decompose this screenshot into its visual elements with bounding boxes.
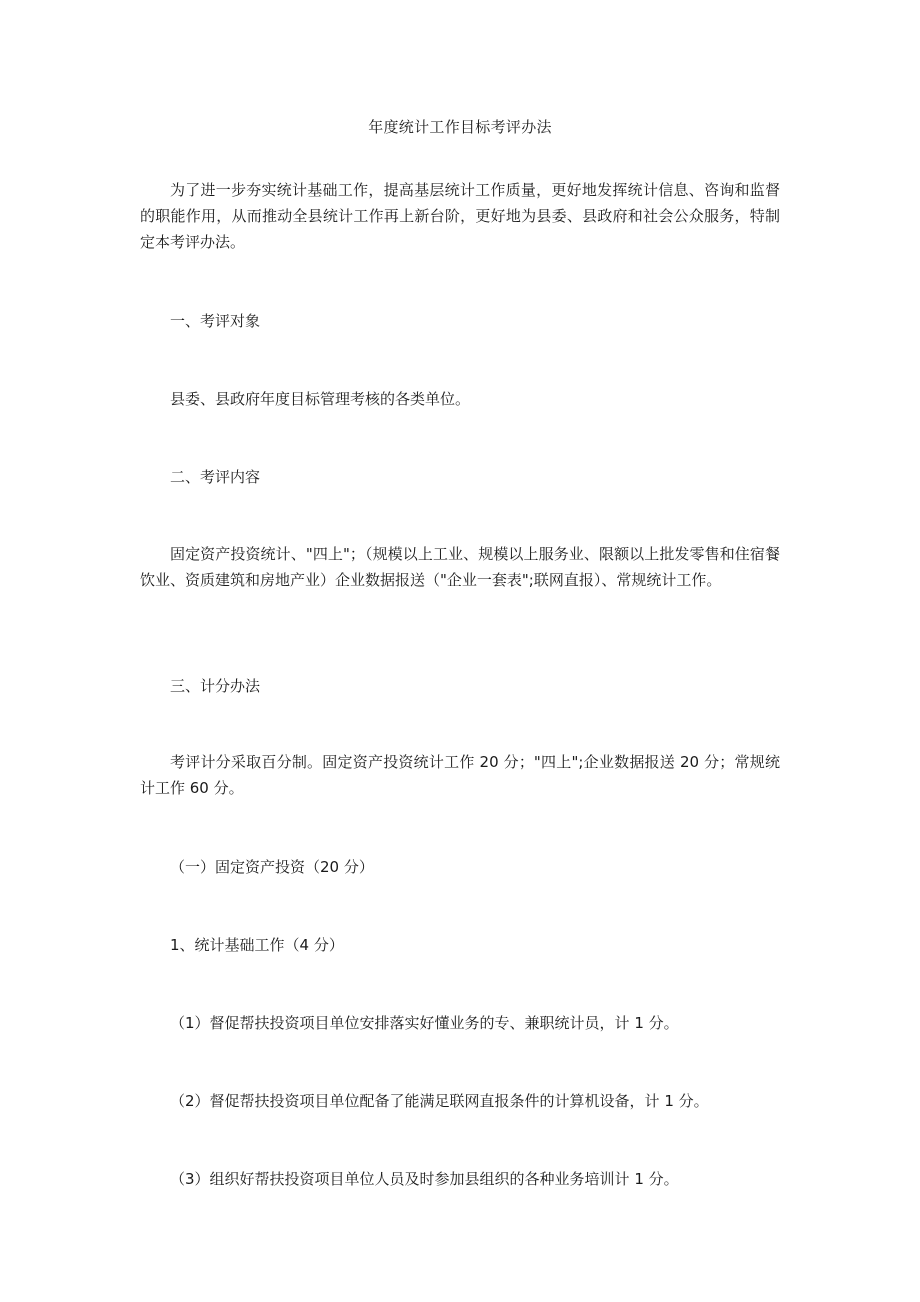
- section-heading-content: 二、考评内容: [170, 468, 261, 486]
- section-body-targets: 县委、县政府年度目标管理考核的各类单位。: [170, 390, 471, 408]
- intro-paragraph: 为了进一步夯实统计基础工作，提高基层统计工作质量，更好地发挥统计信息、咨询和监督的职能作用，从而推动全县统计工作再上新台阶，更好地为县委、县政府和社会公众服务，特制定本考评办法。: [140, 181, 780, 251]
- section-body-content: 固定资产投资统计、"四上"；（规模以上工业、规模以上服务业、限额以上批发零售和住宿餐饮业、资质建筑和房地产业）企业数据报送（"企业一套表";联网直报）、常规统计工作。: [140, 545, 780, 589]
- document-title: 年度统计工作目标考评办法: [368, 118, 552, 136]
- section-heading-scoring: 三、计分办法: [170, 677, 261, 695]
- section-body-scoring: 考评计分采取百分制。固定资产投资统计工作 20 分；"四上";企业数据报送 20 分；常规统计工作 60 分。: [140, 753, 780, 797]
- list-item: （1）督促帮扶投资项目单位安排落实好懂业务的专、兼职统计员，计 1 分。: [170, 1014, 679, 1032]
- item-heading-basic-work: 1、统计基础工作（4 分）: [170, 936, 344, 954]
- list-item: （2）督促帮扶投资项目单位配备了能满足联网直报条件的计算机设备，计 1 分。: [170, 1092, 709, 1110]
- section-heading-targets: 一、考评对象: [170, 312, 261, 330]
- subsection-heading-investment: （一）固定资产投资（20 分）: [170, 858, 374, 876]
- list-item: （3）组织好帮扶投资项目单位人员及时参加县组织的各种业务培训计 1 分。: [170, 1170, 679, 1188]
